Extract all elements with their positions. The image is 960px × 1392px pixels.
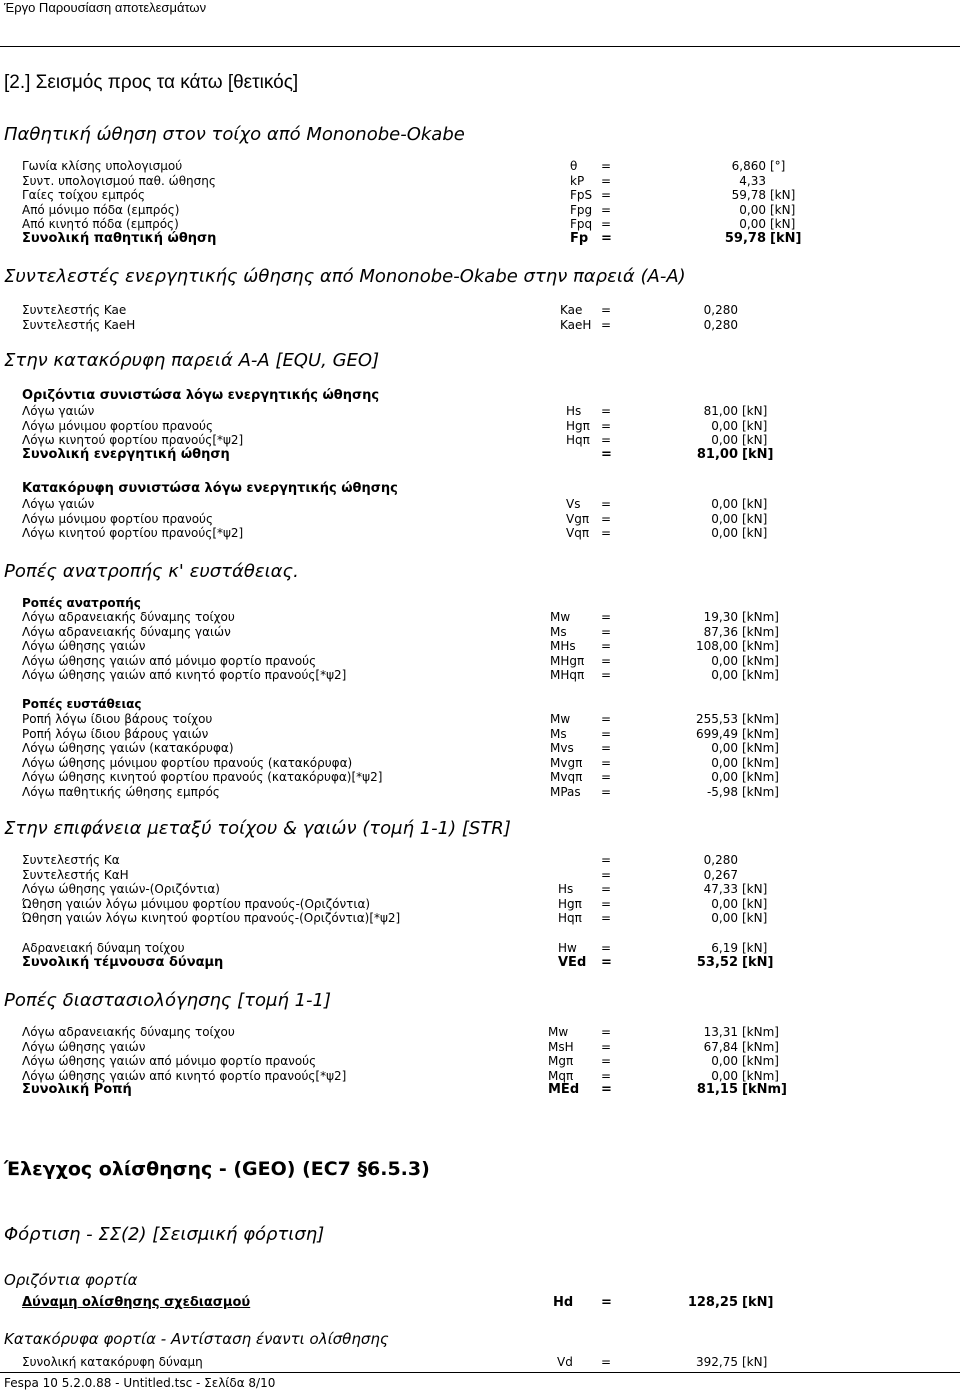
- row-label: Λόγω κινητού φορτίου πρανούς[*ψ2]: [22, 433, 244, 448]
- row-label: Από κινητό πόδα (εμπρός): [22, 217, 179, 231]
- row-equals: =: [601, 1355, 612, 1369]
- horiz-comp-heading: Οριζόντια συνιστώσα λόγω ενεργητικής ώθησης: [22, 388, 380, 403]
- row-value: 0,00: [711, 911, 738, 926]
- row-label: Συντελεστής ΚαΗ: [22, 867, 129, 882]
- table-row: [22, 956, 952, 971]
- row-symbol: Hgπ: [558, 896, 582, 911]
- row-unit: [kNm]: [742, 1068, 779, 1083]
- row-equals: =: [601, 418, 612, 433]
- row-unit: [kNm]: [742, 639, 779, 653]
- row-symbol: Vd: [557, 1355, 573, 1369]
- row-equals: =: [601, 526, 612, 540]
- table-row: [22, 174, 952, 189]
- row-equals: =: [601, 639, 612, 653]
- row-unit: [kNm]: [742, 624, 779, 639]
- row-value: 59,78: [724, 230, 766, 246]
- row-equals: =: [601, 1068, 612, 1083]
- row-label: Ώθηση γαιών λόγω κινητού φορτίου πρανούς-(Οριζόντια)[*ψ2]: [22, 911, 401, 926]
- row-label: Συνολική ενεργητική ώθηση: [22, 446, 230, 462]
- table-row: [22, 232, 952, 247]
- case-heading: [2.] Σεισμός προς τα κάτω [θετικός]: [4, 72, 299, 93]
- row-label: Λόγω ώθησης γαιών-(Οριζόντια): [22, 882, 220, 897]
- row-symbol: Hgπ: [566, 418, 590, 433]
- row-value: 0,00: [711, 418, 738, 433]
- row-equals: =: [601, 188, 612, 202]
- row-label: Συντελεστής KaeH: [22, 317, 136, 332]
- row-unit: [kNm]: [742, 1082, 787, 1098]
- row-value: 0,00: [711, 511, 738, 526]
- row-label: Λόγω ώθησης μόνιμου φορτίου πρανούς (κατακόρυφα): [22, 755, 353, 770]
- row-symbol: Fp: [570, 230, 589, 246]
- table-row: [22, 448, 952, 463]
- table-row: [22, 668, 952, 683]
- row-equals: =: [601, 853, 612, 867]
- row-symbol: MEd: [548, 1082, 580, 1098]
- row-unit: [kN]: [742, 404, 768, 418]
- row-equals: =: [601, 497, 612, 511]
- row-label: Από μόνιμο πόδα (εμπρός): [22, 202, 180, 217]
- row-value: 0,00: [711, 1054, 738, 1069]
- row-value: 4,33: [739, 173, 766, 188]
- row-equals: =: [601, 741, 612, 756]
- row-symbol: VEd: [558, 955, 587, 970]
- row-symbol: Hqπ: [566, 433, 590, 448]
- row-equals: =: [601, 1082, 612, 1098]
- row-label: Αδρανειακή δύναμη τοίχου: [22, 941, 185, 955]
- table-row: [22, 625, 952, 640]
- row-equals: =: [601, 882, 612, 897]
- row-label: Ροπή λόγω ίδιου βάρους τοίχου: [22, 712, 213, 726]
- row-label: Λόγω μόνιμου φορτίου πρανούς: [22, 511, 214, 526]
- row-value: 255,53: [696, 712, 738, 726]
- row-unit: [kNm]: [742, 712, 779, 726]
- table-row: [22, 188, 952, 203]
- sliding-heading: Έλεγχος ολίσθησης - (GEO) (EC7 §6.5.3): [4, 1158, 430, 1180]
- row-symbol: MPas: [550, 785, 581, 799]
- table-row: [22, 882, 952, 897]
- table-row: [22, 712, 952, 727]
- row-symbol: Mqπ: [548, 1068, 574, 1083]
- row-value: 6,19: [711, 941, 738, 955]
- table-row: [22, 497, 952, 512]
- row-symbol: Hqπ: [558, 911, 582, 926]
- table-row: [22, 639, 952, 654]
- row-symbol: Hs: [566, 404, 582, 418]
- row-unit: [kNm]: [742, 1054, 779, 1069]
- row-label: Ώθηση γαιών λόγω μόνιμου φορτίου πρανούς-(Οριζόντια): [22, 896, 371, 911]
- passive-heading: Παθητική ώθηση στον τοίχο από Mononobe-Okabe: [4, 124, 465, 145]
- table-row: [22, 853, 952, 868]
- row-unit: [kN]: [742, 497, 768, 511]
- table-row: [22, 756, 952, 771]
- page-footer: Fespa 10 5.2.0.88 - Untitled.tsc - Σελίδα 8/10: [4, 1376, 276, 1390]
- row-equals: =: [601, 202, 612, 217]
- design-moments-heading: Ροπές διαστασιολόγησης [τομή 1-1]: [4, 990, 332, 1011]
- row-equals: =: [601, 230, 612, 246]
- table-row: [22, 911, 952, 926]
- vertical-face-heading: Στην κατακόρυφη παρειά Α-Α [EQU, GEO]: [4, 350, 380, 371]
- row-value: 81,15: [696, 1082, 738, 1098]
- coeffs-heading: Συντελεστές ενεργητικής ώθησης από Mononobe-Okabe στην παρειά (Α-Α): [4, 266, 686, 287]
- row-equals: =: [601, 433, 612, 448]
- row-unit: [kN]: [742, 1295, 774, 1310]
- row-unit: [kN]: [770, 217, 796, 231]
- row-equals: =: [601, 1025, 612, 1039]
- overturning-heading: Ροπές ανατροπής: [22, 596, 141, 610]
- footer-divider: [0, 1372, 960, 1373]
- row-symbol: Mw: [548, 1025, 569, 1039]
- row-label: Λόγω ώθησης γαιών από κινητό φορτίο πρανούς[*ψ2]: [22, 668, 347, 682]
- row-unit: [kN]: [742, 896, 768, 911]
- table-row: [22, 217, 952, 232]
- table-row: [22, 1083, 952, 1098]
- row-equals: =: [601, 653, 612, 668]
- row-equals: =: [601, 511, 612, 526]
- row-unit: [kNm]: [742, 668, 779, 682]
- row-unit: [kN]: [742, 433, 768, 448]
- row-label: Συντελεστής Kae: [22, 303, 127, 317]
- table-row: [22, 1069, 952, 1084]
- table-row: [22, 1355, 952, 1370]
- row-value: 699,49: [696, 726, 738, 741]
- row-value: 0,280: [703, 303, 738, 317]
- row-unit: [kN]: [742, 911, 768, 926]
- row-equals: =: [601, 1039, 612, 1054]
- row-equals: =: [601, 785, 612, 799]
- row-unit: [°]: [770, 159, 786, 173]
- horiz-loads-heading: Οριζόντια φορτία: [4, 1271, 138, 1289]
- row-value: 81,00: [696, 446, 738, 462]
- row-label: Λόγω ώθησης γαιών (κατακόρυφα): [22, 741, 234, 756]
- row-label: Λόγω αδρανειακής δύναμης γαιών: [22, 624, 231, 639]
- table-row: [22, 303, 952, 318]
- row-equals: =: [601, 624, 612, 639]
- row-label: Δύναμη ολίσθησης σχεδιασμού: [22, 1295, 251, 1310]
- row-symbol: Vgπ: [566, 511, 590, 526]
- row-equals: =: [601, 217, 612, 231]
- table-row: [22, 1040, 952, 1055]
- row-label: Συνολική παθητική ώθηση: [22, 230, 217, 246]
- row-value: -5,98: [706, 785, 738, 799]
- interface-heading: Στην επιφάνεια μεταξύ τοίχου & γαιών (τομή 1-1) [STR]: [4, 818, 511, 839]
- row-unit: [kNm]: [742, 1025, 779, 1039]
- row-value: 0,00: [711, 741, 738, 756]
- row-symbol: Mvqπ: [550, 770, 583, 785]
- header-divider: [0, 46, 960, 47]
- row-equals: =: [601, 446, 612, 462]
- row-symbol: Kae: [560, 303, 583, 317]
- row-label: Συνολική κατακόρυφη δύναμη: [22, 1355, 203, 1369]
- table-row: [22, 654, 952, 669]
- row-unit: [kN]: [742, 941, 768, 955]
- table-row: [22, 526, 952, 541]
- row-value: 0,00: [711, 433, 738, 448]
- row-symbol: kP: [570, 173, 585, 188]
- row-value: 0,00: [711, 755, 738, 770]
- table-row: [22, 419, 952, 434]
- row-unit: [kN]: [742, 882, 768, 897]
- row-value: 87,36: [703, 624, 738, 639]
- moments-heading: Ροπές ανατροπής κ' ευστάθειας.: [4, 561, 299, 582]
- row-value: 0,00: [711, 896, 738, 911]
- row-value: 0,00: [739, 217, 766, 231]
- row-equals: =: [601, 303, 612, 317]
- row-unit: [kNm]: [742, 726, 779, 741]
- row-equals: =: [601, 867, 612, 882]
- row-symbol: MHs: [550, 639, 576, 653]
- vert-loads-heading: Κατακόρυφα φορτία - Αντίσταση έναντι ολίσθησης: [4, 1330, 389, 1348]
- vert-comp-heading: Κατακόρυφη συνιστώσα λόγω ενεργητικής ώθησης: [22, 481, 398, 496]
- row-symbol: Hs: [558, 882, 574, 897]
- row-label: Λόγω ώθησης γαιών: [22, 1039, 146, 1054]
- row-equals: =: [601, 173, 612, 188]
- row-equals: =: [601, 317, 612, 332]
- row-value: 19,30: [703, 610, 738, 624]
- row-unit: [kN]: [742, 955, 774, 970]
- row-symbol: Ms: [550, 726, 567, 741]
- row-unit: [kN]: [770, 202, 796, 217]
- row-equals: =: [601, 911, 612, 926]
- table-row: [22, 868, 952, 883]
- row-symbol: MsH: [548, 1039, 574, 1054]
- row-label: Λόγω ώθησης γαιών: [22, 639, 146, 653]
- row-value: 59,78: [731, 188, 766, 202]
- table-row: [22, 433, 952, 448]
- loading-heading: Φόρτιση - ΣΣ(2) [Σεισμική φόρτιση]: [4, 1224, 325, 1245]
- table-row: [22, 610, 952, 625]
- row-label: Συνολική Ροπή: [22, 1082, 132, 1098]
- row-unit: [kNm]: [742, 741, 779, 756]
- table-row: [22, 203, 952, 218]
- row-symbol: Fpg: [570, 202, 593, 217]
- row-symbol: θ: [570, 159, 578, 173]
- row-equals: =: [601, 755, 612, 770]
- table-row: [22, 318, 952, 333]
- row-unit: [kNm]: [742, 610, 779, 624]
- row-label: Λόγω ώθησης κινητού φορτίου πρανούς (κατακόρυφα)[*ψ2]: [22, 770, 383, 785]
- table-row: [22, 727, 952, 742]
- row-label: Γωνία κλίσης υπολογισμού: [22, 159, 183, 173]
- table-row: [22, 897, 952, 912]
- row-label: Λόγω αδρανειακής δύναμης τοίχου: [22, 610, 235, 624]
- row-value: 128,25: [687, 1295, 738, 1310]
- table-row: [22, 404, 952, 419]
- row-label: Λόγω κινητού φορτίου πρανούς[*ψ2]: [22, 526, 244, 540]
- row-value: 108,00: [696, 639, 738, 653]
- row-symbol: Mvgπ: [550, 755, 583, 770]
- row-label: Λόγω ώθησης γαιών από κινητό φορτίο πρανούς[*ψ2]: [22, 1068, 347, 1083]
- row-symbol: MHgπ: [550, 653, 585, 668]
- row-label: Λόγω γαιών: [22, 404, 95, 418]
- row-equals: =: [601, 726, 612, 741]
- row-symbol: Mgπ: [548, 1054, 574, 1069]
- row-unit: [kNm]: [742, 653, 779, 668]
- row-symbol: Vs: [566, 497, 581, 511]
- row-value: 0,00: [711, 1068, 738, 1083]
- row-symbol: Mw: [550, 712, 571, 726]
- row-equals: =: [601, 896, 612, 911]
- row-label: Λόγω γαιών: [22, 497, 95, 511]
- row-equals: =: [601, 1054, 612, 1069]
- row-symbol: Vqπ: [566, 526, 590, 540]
- table-row: [22, 159, 952, 174]
- row-symbol: Mw: [550, 610, 571, 624]
- row-equals: =: [601, 404, 612, 418]
- row-equals: =: [601, 941, 612, 955]
- row-label: Λόγω ώθησης γαιών από μόνιμο φορτίο πρανούς: [22, 1054, 317, 1069]
- row-symbol: Mvs: [550, 741, 574, 756]
- row-label: Συντ. υπολογισμού παθ. ώθησης: [22, 173, 216, 188]
- table-row: [22, 785, 952, 800]
- row-unit: [kNm]: [742, 755, 779, 770]
- row-symbol: FpS: [570, 188, 593, 202]
- row-label: Λόγω μόνιμου φορτίου πρανούς: [22, 418, 214, 433]
- table-row: [22, 1054, 952, 1069]
- row-value: 81,00: [703, 404, 738, 418]
- row-unit: [kNm]: [742, 770, 779, 785]
- row-value: 67,84: [703, 1039, 738, 1054]
- row-value: 6,860: [731, 159, 766, 173]
- row-label: Γαίες τοίχου εμπρός: [22, 188, 146, 202]
- row-unit: [kN]: [742, 1355, 768, 1369]
- row-value: 47,33: [703, 882, 738, 897]
- row-equals: =: [601, 712, 612, 726]
- row-unit: [kN]: [742, 511, 768, 526]
- row-label: Συντελεστής Κα: [22, 853, 120, 867]
- table-row: [22, 770, 952, 785]
- row-equals: =: [601, 955, 612, 970]
- row-equals: =: [601, 610, 612, 624]
- table-row: [22, 741, 952, 756]
- row-symbol: Ms: [550, 624, 567, 639]
- row-label: Λόγω αδρανειακής δύναμης τοίχου: [22, 1025, 235, 1039]
- row-unit: [kN]: [770, 188, 796, 202]
- row-unit: [kN]: [742, 446, 774, 462]
- row-value: 0,00: [711, 526, 738, 540]
- row-value: 0,00: [739, 202, 766, 217]
- table-row: [22, 512, 952, 527]
- row-symbol: KaeH: [560, 317, 592, 332]
- row-unit: [kN]: [742, 526, 768, 540]
- row-symbol: Fpq: [570, 217, 593, 231]
- table-row: [22, 1296, 952, 1311]
- row-value: 392,75: [696, 1355, 738, 1369]
- row-unit: [kNm]: [742, 785, 779, 799]
- row-unit: [kN]: [742, 418, 768, 433]
- row-value: 0,280: [703, 317, 738, 332]
- row-label: Συνολική τέμνουσα δύναμη: [22, 955, 224, 970]
- row-unit: [kNm]: [742, 1039, 779, 1054]
- row-value: 0,00: [711, 668, 738, 682]
- stability-heading: Ροπές ευστάθειας: [22, 697, 142, 711]
- row-symbol: MHqπ: [550, 668, 585, 682]
- row-unit: [kN]: [770, 230, 802, 246]
- row-value: 0,267: [703, 867, 738, 882]
- row-equals: =: [601, 1295, 612, 1310]
- row-value: 0,00: [711, 770, 738, 785]
- row-value: 0,00: [711, 497, 738, 511]
- page-header-title: Έργο Παρουσίαση αποτελεσμάτων: [4, 0, 207, 15]
- row-label: Ροπή λόγω ίδιου βάρους γαιών: [22, 726, 209, 741]
- row-value: 0,00: [711, 653, 738, 668]
- row-equals: =: [601, 770, 612, 785]
- row-equals: =: [601, 159, 612, 173]
- table-row: [22, 941, 952, 956]
- row-symbol: Hw: [558, 941, 577, 955]
- table-row: [22, 1025, 952, 1040]
- row-value: 0,280: [703, 853, 738, 867]
- row-label: Λόγω ώθησης γαιών από μόνιμο φορτίο πρανούς: [22, 653, 317, 668]
- row-value: 53,52: [696, 955, 738, 970]
- row-value: 13,31: [703, 1025, 738, 1039]
- row-symbol: Hd: [553, 1295, 574, 1310]
- row-equals: =: [601, 668, 612, 682]
- row-label: Λόγω παθητικής ώθησης εμπρός: [22, 785, 220, 799]
